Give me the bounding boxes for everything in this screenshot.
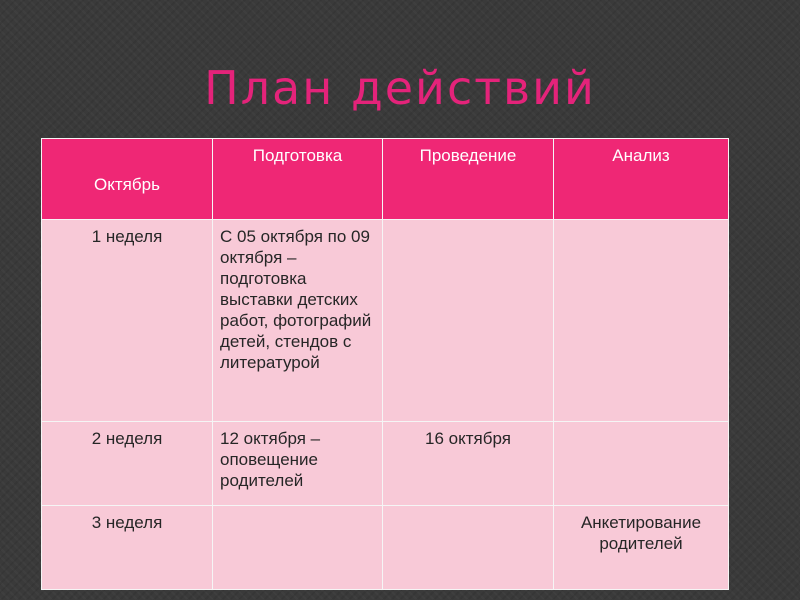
analysis-cell [554, 220, 729, 422]
table-header-row [42, 139, 729, 220]
week-cell: 2 неделя [42, 422, 213, 506]
header-preparation: Подготовка [213, 139, 383, 220]
table-row [42, 506, 729, 590]
header-execution: Проведение [383, 139, 554, 220]
week-cell: 1 неделя [42, 220, 213, 422]
preparation-cell [213, 506, 383, 590]
action-plan-table [41, 138, 729, 590]
execution-cell: 16 октября [383, 422, 554, 506]
slide-title: План действий [204, 61, 596, 115]
header-analysis: Анализ [554, 139, 729, 220]
analysis-cell: Анкетирование родителей [554, 506, 729, 590]
preparation-cell: 12 октября – оповещение родителей [213, 422, 383, 506]
execution-cell [383, 506, 554, 590]
preparation-cell: С 05 октября по 09 октября – подготовка выставки детских работ, фотографий детей, стендов с литературой [213, 220, 383, 422]
week-cell: 3 неделя [42, 506, 213, 590]
table-row [42, 422, 729, 506]
table-row [42, 220, 729, 422]
execution-cell [383, 220, 554, 422]
analysis-cell [554, 422, 729, 506]
header-month: Октябрь [42, 139, 213, 220]
